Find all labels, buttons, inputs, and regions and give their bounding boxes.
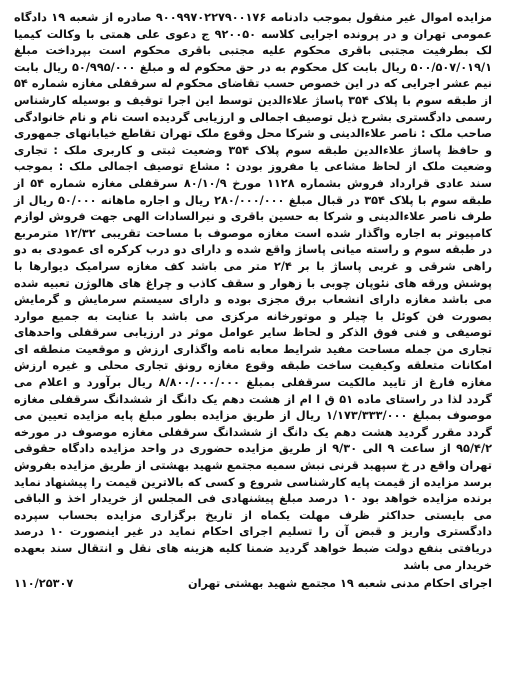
notice-issuer: اجرای احکام مدنی شعبه ۱۹ مجتمع شهید بهشتی تهران bbox=[188, 577, 492, 591]
auction-notice bbox=[6, 4, 500, 676]
notice-footer bbox=[14, 576, 492, 593]
notice-body-text: مزایده اموال غیر منقول بموجب دادنامه ۹۰۰۹۹۷۰۲۲۷۹۰۰۱۷۶ صادره از شعبه ۱۹ دادگاه عمومی تهران و در پرونده اجرایی کلاسه ۹۲۰۰۵۰ ج دعوی علی همتی با وکالت کیمیا لک بطرفیت مجتبی باقری محکوم علیه مجتبی باقری محکوم است بپرداخت مبلغ ۵۰۰/۵۰۷/۰۱۹/۱ ریال بابت کل محکوم به در حق محکوم له و مبلغ ۵۰/۹۹۵/۰۰۰ ریال بابت نیم عشر اجرایی که در این خصوص حسب تقاضای محکوم له سرقفلی مغازه شماره ۵۴ از طبقه سوم با پلاک ۳۵۴ پاساژ علاءالدین توسط این اجرا توقیف و بوسیله کارشناس رسمی دادگستری بشرح ذیل توصیف اجمالی و ارزیابی گردیده است نام و نام خانوادگی صاحب ملک : ناصر علاءالدینی و شرکا محل وقوع ملک تهران تقاطع خیابانهای جمهوری و حافظ پاساژ علاءالدین طبقه سوم پلاک ۳۵۴ وضعیت ثبتی و کاربری ملک : تجاری وضعیت ملک از لحاظ مشاعی یا مفروز بودن : مشاع توصیف اجمالی ملک : بموجب سند عادی قرارداد فروش بشماره ۱۱۲۸ مورخ ۸۰/۱۰/۹ سرقفلی مغازه شماره ۵۴ از طبقه سوم با پلاک ۳۵۴ در قبال مبلغ ۲۸۰/۰۰۰/۰۰۰ ریال و اجاره ماهانه ۵۰/۰۰۰ ریال از طرف ناصر علاءالدینی و شرکا به حسین باقری و نیرالسادات الهی جهت فروش لوازم کامپیوتر به اجاره واگذار شده است مغازه موصوف با مساحت تقریبی ۱۲/۳۲ مترمربع در طبقه سوم و راسته میانی پاساژ واقع شده و دارای دو درب کرکره ای عمودی به دو راهی شرقی و غربی پاساژ با بر ۲/۴ متر می باشد کف مغازه سرامیک دیوارها با پوشش ورقه های نئوپان چوبی با زهوار و سقف کاذب و چراغ های هالوژن تعبیه شده می باشد مغازه دارای انشعاب برق مجزی بوده و دارای سیستم سرمایش و گرمایش بصورت فن کوئل با چیلر و موتورخانه مرکزی می باشد با عنایت به جمیع موارد توصیفی و فنی فوق الذکر و لحاظ سایر عوامل موثر در ارزیابی سرقفلی واحدهای تجاری من جمله مساحت مفید شرایط معابه نامه واگذاری ارزش و موقعیت منطقه ای امکانات متعلقه وکیفیت ساخت طبقه وقوع مغازه رونق تجاری محلی و غیره ارزش مغازه فارغ از تایید مالکیت سرقفلی بمبلغ ۸/۸۰۰/۰۰۰/۰۰۰ ریال برآورد و اعلام می گردد لذا در راستای ماده ۵۱ ق ا ام از هشت دهم یک دانگ از ششدانگ سرقفلی مغازه موصوف بمبلغ ۱/۱۷۳/۳۳۳/۰۰۰ ریال از طریق مزایده بطور مبلغ پایه مزایده تعیین می گردد مقرر گردید هشت دهم یک دانگ از ششدانگ سرقفلی مغازه موصوف در مورخه ۹۵/۴/۲ از ساعت ۹ الی ۹/۳۰ از طریق مزایده حضوری در واحد مزایده دادگاه حقوقی تهران واقع در خ سپهبد قرنی نبش سمیه مجتمع شهید بهشتی از طریق مزایده بفروش برسد مزایده از قیمت پایه کارشناسی شروع و کسی که بالاترین قیمت را پیشنهاد نماید برنده مزایده خواهد بود ۱۰ درصد مبلغ پیشنهادی فی المجلس از خریدار اخذ و الباقی می بایستی حداکثر ظرف مهلت یکماه از تاریخ برگزاری مزایده بحساب سپرده دادگستری واریز و قبض آن را تسلیم اجرای احکام نماید در غیر اینصورت ۱۰ درصد دریافتی بنفع دولت ضبط خواهد گردید ضمنا کلیه هزینه های نقل و انتقال سند بعهده خریدار می باشد bbox=[14, 11, 493, 572]
notice-code: ۱۱۰/۲۵۳۰۷ bbox=[14, 577, 74, 591]
